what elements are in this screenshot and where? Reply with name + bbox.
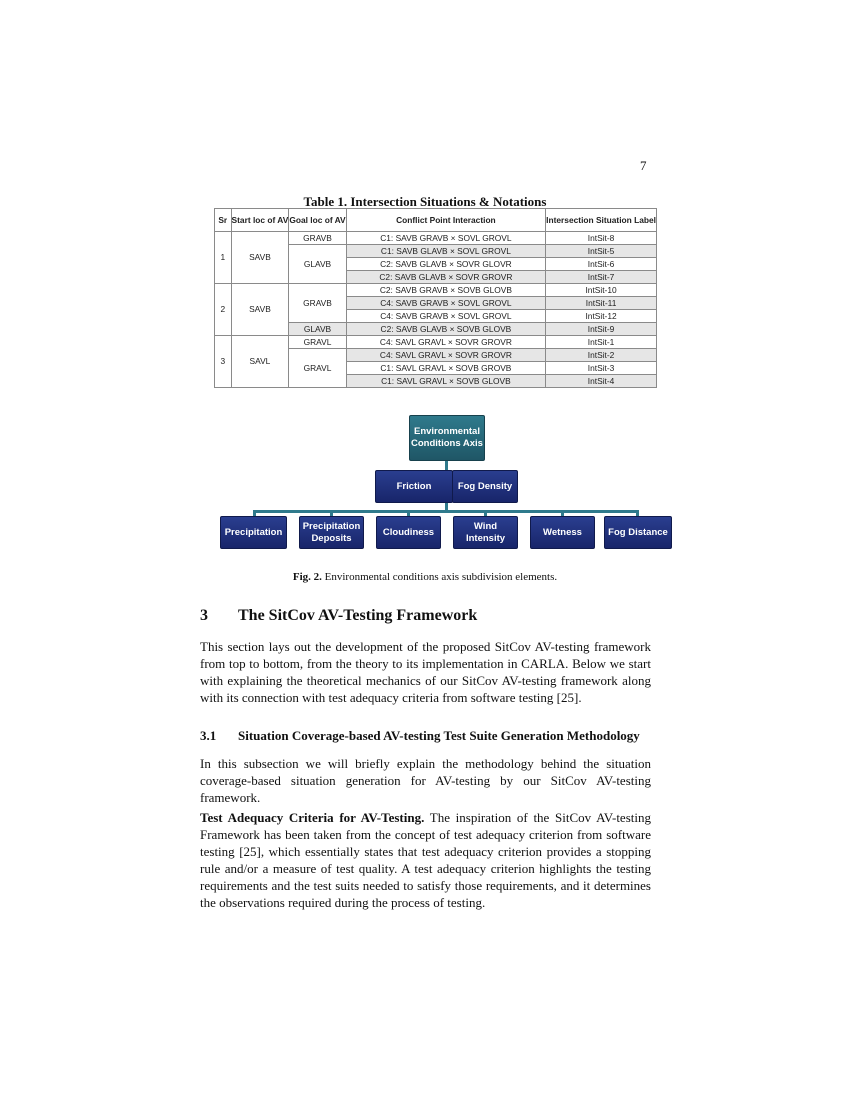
table-caption: Table 1. Intersection Situations & Notations [303,194,547,209]
table-row [215,336,657,349]
cell-label: IntSit-6 [546,258,657,271]
subsection-paragraph: In this subsection we will briefly explain the methodology behind the situation coverage-based situation generation for AV-testing by our SitCov AV-testing framework. [200,756,651,805]
cell-label: IntSit-8 [546,232,657,245]
section-number: 3 [200,607,208,624]
cell-sr: 2 [215,284,232,336]
cell-conflict: C1: SAVL GRAVL × SOVB GROVB [346,362,546,375]
node-friction: Friction [375,470,453,503]
cell-start: SAVB [231,284,289,336]
cell-label: IntSit-10 [546,284,657,297]
figure-text: Environmental conditions axis subdivision elements. [321,571,558,583]
subsection-number: 3.1 [200,728,217,743]
cell-goal: GLAVB [289,245,346,284]
section-heading [200,607,477,625]
conditions-diagram [220,410,672,560]
figure-label: Fig. 2. [292,571,322,583]
table-row [215,284,657,297]
subsection-heading [200,728,640,744]
cell-conflict: C4: SAVL GRAVL × SOVR GROVR [346,336,546,349]
cell-conflict: C4: SAVB GRAVB × SOVL GROVL [346,297,546,310]
cell-label: IntSit-1 [546,336,657,349]
cell-conflict: C1: SAVB GRAVB × SOVL GROVL [346,232,546,245]
header-conflict: Conflict Point Interaction [346,209,546,232]
cell-goal: GRAVB [289,232,346,245]
cell-label: IntSit-3 [546,362,657,375]
table-header-row [215,209,657,232]
cell-label: IntSit-2 [546,349,657,362]
header-goal: Goal loc of AV [289,209,346,232]
cell-sr: 3 [215,336,232,388]
cell-goal: GRAVB [289,284,346,323]
cell-conflict: C4: SAVL GRAVL × SOVR GROVR [346,349,546,362]
node-fog-distance: Fog Distance [604,516,672,549]
figure-caption [200,571,650,583]
node-root: Environmental Conditions Axis [409,415,485,461]
section-paragraph: This section lays out the development of the proposed SitCov AV-testing framework from top to bottom, from the theory to its implementation in CARLA. Below we start with explaining the theoretical mechanics of our SitCov AV-testing framework along with its connection with test adequacy criteria from software testing [25]. [200,639,651,705]
adequacy-text: The inspiration of the SitCov AV-testing Framework has been taken from the concept of test adequacy criterion from software testing [25], which essentially states that test adequacy criterion provides a stopping rule and/or a measure of test quality. A test adequacy criterion highlights the testing requirements and the test suits needed to satisfy those requirements, and it determines the observations required during the process of testing. [200,810,651,910]
page-number: 7 [640,158,647,173]
node-wind-intensity: Wind Intensity [453,516,518,549]
cell-conflict: C2: SAVB GLAVB × SOVR GROVR [346,271,546,284]
cell-goal: GRAVL [289,336,346,349]
cell-start: SAVB [231,232,289,284]
node-precipitation-deposits: Precipitation Deposits [299,516,364,549]
cell-conflict: C2: SAVB GLAVB × SOVR GLOVR [346,258,546,271]
subsection-title: Situation Coverage-based AV-testing Test Suite Generation Methodology [238,728,640,743]
cell-start: SAVL [231,336,289,388]
cell-label: IntSit-4 [546,375,657,388]
cell-goal: GRAVL [289,349,346,388]
node-wetness: Wetness [530,516,595,549]
header-start: Start loc of AV [231,209,289,232]
cell-label: IntSit-7 [546,271,657,284]
node-fog-density: Fog Density [452,470,518,503]
cell-sr: 1 [215,232,232,284]
section-title: The SitCov AV-Testing Framework [238,607,478,624]
cell-conflict: C1: SAVL GRAVL × SOVB GLOVB [346,375,546,388]
cell-label: IntSit-12 [546,310,657,323]
table-row [215,232,657,245]
adequacy-paragraph [200,809,651,911]
cell-label: IntSit-11 [546,297,657,310]
cell-conflict: C4: SAVB GRAVB × SOVL GROVL [346,310,546,323]
node-precipitation: Precipitation [220,516,287,549]
connector-leaf-bar [253,510,639,513]
intersection-table [214,208,657,388]
cell-conflict: C2: SAVB GRAVB × SOVB GLOVB [346,284,546,297]
cell-goal: GLAVB [289,323,346,336]
header-label: Intersection Situation Label [546,209,657,232]
cell-conflict: C1: SAVB GLAVB × SOVL GROVL [346,245,546,258]
adequacy-runin: Test Adequacy Criteria for AV-Testing. [200,810,425,825]
cell-label: IntSit-5 [546,245,657,258]
node-cloudiness: Cloudiness [376,516,441,549]
cell-label: IntSit-9 [546,323,657,336]
cell-conflict: C2: SAVB GLAVB × SOVB GLOVB [346,323,546,336]
header-sr: Sr [215,209,232,232]
